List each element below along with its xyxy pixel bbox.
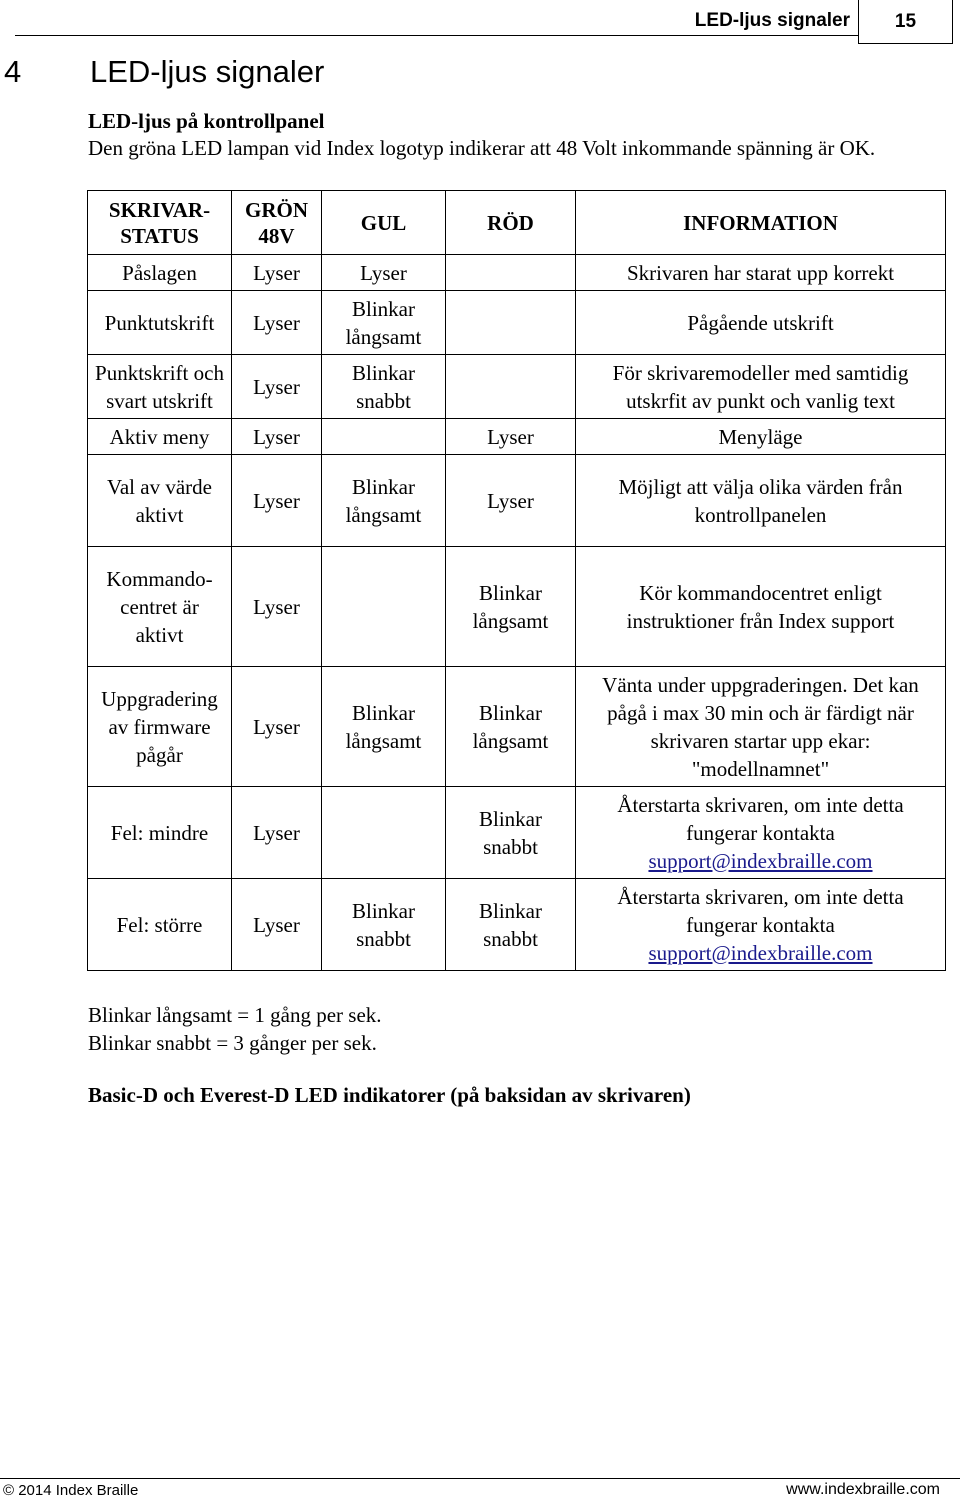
cell-yellow-text: Blinkar <box>352 474 415 499</box>
cell-status-text: Val av värde <box>107 474 212 499</box>
cell-red <box>446 255 576 291</box>
cell-red <box>446 419 576 455</box>
cell-yellow-text: Blinkar <box>352 700 415 725</box>
cell-green-text: Lyser <box>253 714 300 739</box>
cell-yellow-text: Blinkar <box>352 898 415 923</box>
cell-status <box>88 355 232 419</box>
cell-green-text: Lyser <box>253 488 300 513</box>
cell-status-text: centret är <box>120 594 199 619</box>
cell-red-text: Blinkar <box>479 898 542 923</box>
cell-yellow <box>322 787 446 879</box>
cell-info-text: "modellnamnet" <box>691 756 830 781</box>
table-row <box>88 787 946 879</box>
table-header-row <box>88 191 946 255</box>
header-rule <box>15 35 858 36</box>
col-header-red: RÖD <box>446 191 576 255</box>
cell-status-text: Fel: större <box>116 912 203 937</box>
cell-info-text: pågå i max 30 min och är färdigt när <box>607 700 914 725</box>
cell-red <box>446 787 576 879</box>
cell-green <box>232 667 322 787</box>
cell-status <box>88 291 232 355</box>
cell-status-text: Uppgradering <box>101 686 218 711</box>
header-status-line: SKRIVAR- <box>108 197 211 222</box>
running-header-title: LED-ljus signaler <box>694 10 850 31</box>
cell-green-text: Lyser <box>253 424 300 449</box>
legend-fast: Blinkar snabbt = 3 gånger per sek. <box>88 1031 377 1055</box>
cell-info-text: Vänta under uppgraderingen. Det kan <box>602 672 919 697</box>
cell-info-text: instruktioner från Index support <box>626 608 895 633</box>
header-green-line: 48V <box>258 223 295 248</box>
cell-info-text: Kör kommandocentret enligt <box>639 580 882 605</box>
cell-status-text: aktivt <box>135 622 184 647</box>
cell-yellow <box>322 667 446 787</box>
cell-red <box>446 879 576 971</box>
cell-yellow-text: Blinkar <box>352 360 415 385</box>
cell-info <box>576 291 946 355</box>
cell-status <box>88 455 232 547</box>
cell-green <box>232 455 322 547</box>
cell-yellow <box>322 455 446 547</box>
cell-info-text: Pågående utskrift <box>687 310 834 335</box>
cell-info <box>576 879 946 971</box>
cell-info <box>576 419 946 455</box>
col-header-information: INFORMATION <box>576 191 946 255</box>
cell-yellow <box>322 255 446 291</box>
cell-green <box>232 547 322 667</box>
cell-yellow <box>322 547 446 667</box>
cell-yellow-text: långsamt <box>345 324 422 349</box>
cell-red-text: långsamt <box>472 608 549 633</box>
table-row <box>88 291 946 355</box>
cell-green-text: Lyser <box>253 260 300 285</box>
cell-red-text: snabbt <box>483 926 538 951</box>
cell-status-text: svart utskrift <box>106 388 213 413</box>
cell-yellow <box>322 419 446 455</box>
cell-green <box>232 879 322 971</box>
legend-slow: Blinkar långsamt = 1 gång per sek. <box>88 1003 382 1027</box>
cell-info-text: fungerar kontakta <box>686 912 835 937</box>
cell-red-text: Blinkar <box>479 806 542 831</box>
cell-yellow-text: snabbt <box>356 926 411 951</box>
cell-info-text: Möjligt att välja olika värden från <box>618 474 903 499</box>
cell-green-text: Lyser <box>253 912 300 937</box>
cell-green <box>232 787 322 879</box>
cell-status <box>88 419 232 455</box>
col-header-yellow: GUL <box>322 191 446 255</box>
cell-info-text: Menyläge <box>718 424 803 449</box>
table-row <box>88 879 946 971</box>
cell-status <box>88 667 232 787</box>
cell-yellow <box>322 355 446 419</box>
cell-info <box>576 547 946 667</box>
chapter-number: 4 <box>4 54 22 89</box>
footer-rule <box>0 1478 960 1479</box>
cell-info-text: skrivaren startar upp ekar: <box>650 728 871 753</box>
cell-info <box>576 355 946 419</box>
cell-status-text: Kommando- <box>106 566 213 591</box>
cell-info <box>576 255 946 291</box>
footer-website: www.indexbraille.com <box>786 1481 940 1498</box>
cell-status-text: aktivt <box>135 502 184 527</box>
cell-green <box>232 419 322 455</box>
cell-status <box>88 547 232 667</box>
col-header-status <box>88 191 232 255</box>
cell-green-text: Lyser <box>253 310 300 335</box>
cell-yellow-text: snabbt <box>356 388 411 413</box>
table-row <box>88 455 946 547</box>
cell-red-text: Blinkar <box>479 700 542 725</box>
cell-yellow <box>322 879 446 971</box>
led-signal-table <box>87 190 946 971</box>
header-status-line: STATUS <box>120 223 199 248</box>
table-row <box>88 255 946 291</box>
cell-red-text: Lyser <box>487 424 534 449</box>
cell-status-text: pågår <box>136 742 183 767</box>
table-row <box>88 547 946 667</box>
cell-status <box>88 879 232 971</box>
subheading-basic-everest: Basic-D och Everest-D LED indikatorer (på baksidan av skrivaren) <box>88 1083 691 1107</box>
page-number: 15 <box>858 0 953 44</box>
cell-info-text: Återstarta skrivaren, om inte detta <box>617 792 904 817</box>
cell-green-text: Lyser <box>253 374 300 399</box>
cell-info-text: fungerar kontakta <box>686 820 835 845</box>
cell-red <box>446 547 576 667</box>
cell-status-text: Aktiv meny <box>109 424 210 449</box>
table-row <box>88 667 946 787</box>
cell-red <box>446 291 576 355</box>
cell-info-text: Skrivaren har starat upp korrekt <box>626 260 895 285</box>
col-header-green <box>232 191 322 255</box>
cell-green <box>232 291 322 355</box>
cell-red-text: långsamt <box>472 728 549 753</box>
footer-copyright: © 2014 Index Braille <box>3 1482 139 1499</box>
cell-status <box>88 255 232 291</box>
support-email-link[interactable]: support@indexbraille.com <box>648 940 873 965</box>
cell-status <box>88 787 232 879</box>
table-row <box>88 419 946 455</box>
cell-red <box>446 455 576 547</box>
cell-red-text: snabbt <box>483 834 538 859</box>
cell-status-text: Punktutskrift <box>104 310 215 335</box>
cell-green-text: Lyser <box>253 594 300 619</box>
cell-info <box>576 455 946 547</box>
cell-status-text: Fel: mindre <box>110 820 209 845</box>
legend <box>88 1001 382 1057</box>
cell-yellow-text: långsamt <box>345 728 422 753</box>
cell-red <box>446 355 576 419</box>
header-green-line: GRÖN <box>245 197 308 222</box>
intro-paragraph: Den gröna LED lampan vid Index logotyp indikerar att 48 Volt inkommande spänning är OK. <box>88 136 876 160</box>
table-row <box>88 355 946 419</box>
cell-info <box>576 667 946 787</box>
support-email-link[interactable]: support@indexbraille.com <box>648 848 873 873</box>
cell-status-text: Punktskrift och <box>95 360 224 385</box>
cell-info-text: Återstarta skrivaren, om inte detta <box>617 884 904 909</box>
cell-status-text: av firmware <box>108 714 211 739</box>
cell-status-text: Påslagen <box>122 260 197 285</box>
cell-red <box>446 667 576 787</box>
cell-info-text: För skrivaremodeller med samtidig <box>612 360 909 385</box>
cell-red-text: Lyser <box>487 488 534 513</box>
cell-info <box>576 787 946 879</box>
cell-red-text: Blinkar <box>479 580 542 605</box>
cell-info-text: utskrfit av punkt och vanlig text <box>626 388 895 413</box>
chapter-title: LED-ljus signaler <box>90 54 325 89</box>
chapter-heading <box>4 54 324 90</box>
cell-yellow <box>322 291 446 355</box>
cell-green <box>232 255 322 291</box>
cell-info-text: kontrollpanelen <box>694 502 827 527</box>
cell-green <box>232 355 322 419</box>
section-heading: LED-ljus på kontrollpanel <box>88 109 325 133</box>
cell-yellow-text: långsamt <box>345 502 422 527</box>
cell-yellow-text: Blinkar <box>352 296 415 321</box>
cell-green-text: Lyser <box>253 820 300 845</box>
cell-yellow-text: Lyser <box>360 260 407 285</box>
